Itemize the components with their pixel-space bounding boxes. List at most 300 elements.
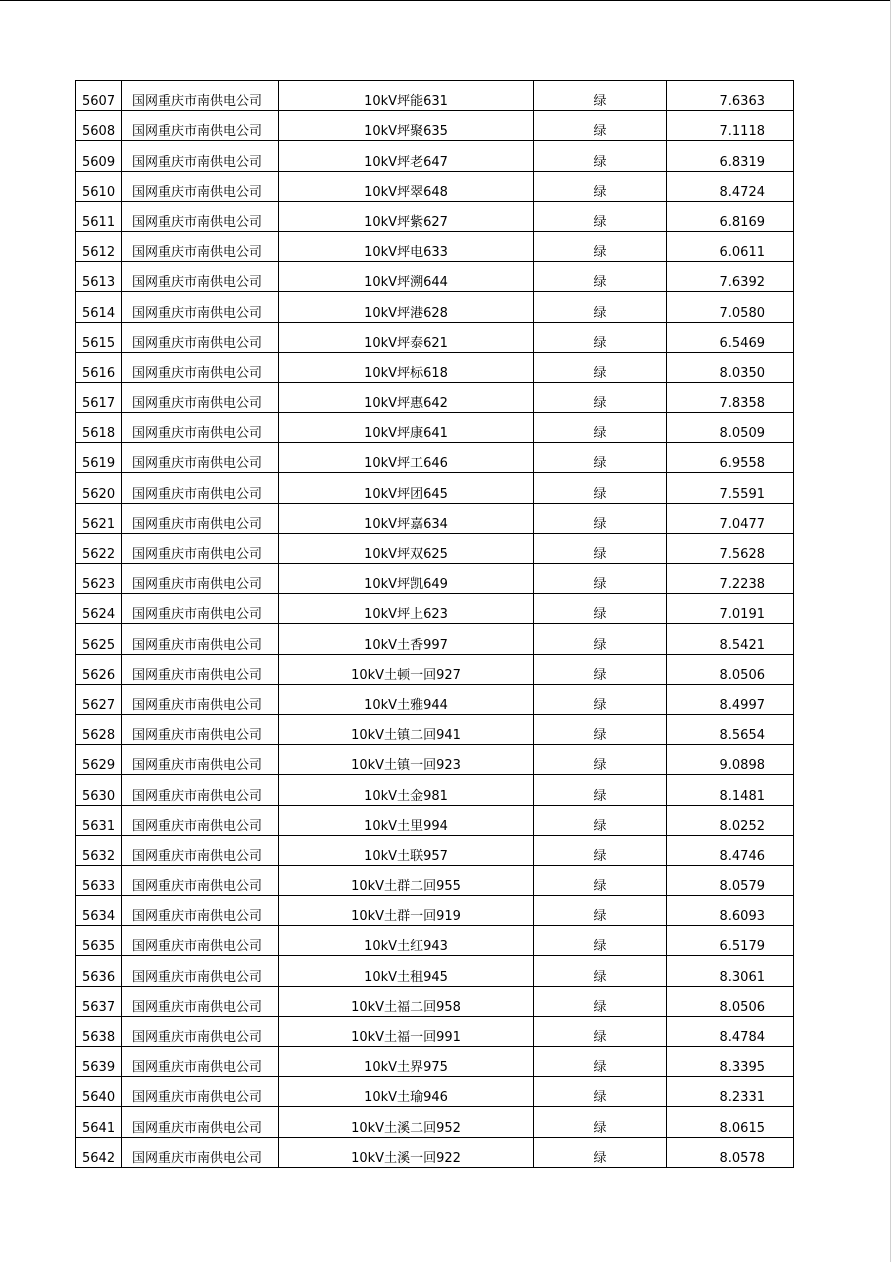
row-seq-text: 5607 <box>82 94 116 110</box>
row-value-text: 6.5469 <box>719 335 765 351</box>
row-value-cell <box>667 1016 794 1046</box>
row-line-cell <box>279 141 534 171</box>
row-company-cell <box>122 292 279 322</box>
row-company-text: 国网重庆市南供电公司 <box>132 1090 263 1106</box>
row-company-text: 国网重庆市南供电公司 <box>132 396 263 412</box>
row-value-cell <box>667 1077 794 1107</box>
row-status-text: 绿 <box>593 939 607 955</box>
row-seq-text: 5638 <box>82 1030 116 1045</box>
row-line-cell <box>279 1077 534 1107</box>
row-company-text: 国网重庆市南供电公司 <box>132 939 263 955</box>
row-company-text: 国网重庆市南供电公司 <box>132 667 263 683</box>
row-seq-cell <box>76 141 122 171</box>
row-status-text: 绿 <box>593 697 607 713</box>
row-seq-text: 5642 <box>82 1150 116 1166</box>
row-seq-text: 5640 <box>82 1090 116 1106</box>
row-line-text: 10kV坪嘉634 <box>364 516 448 532</box>
row-status-cell <box>534 745 667 775</box>
row-value-text: 8.4997 <box>719 697 765 713</box>
row-seq-cell <box>76 382 122 412</box>
row-company-text: 国网重庆市南供电公司 <box>132 879 263 895</box>
table-row <box>76 986 794 1016</box>
row-seq-text: 5636 <box>82 969 116 985</box>
row-company-cell <box>122 503 279 533</box>
row-status-text: 绿 <box>593 788 607 804</box>
row-status-cell <box>534 1107 667 1137</box>
row-line-cell <box>279 262 534 292</box>
row-seq-cell <box>76 926 122 956</box>
row-company-text: 国网重庆市南供电公司 <box>132 788 263 804</box>
row-status-cell <box>534 262 667 292</box>
row-company-text: 国网重庆市南供电公司 <box>132 1120 263 1136</box>
row-status-cell <box>534 322 667 352</box>
row-status-text: 绿 <box>593 637 607 653</box>
row-line-cell <box>279 111 534 141</box>
row-value-cell <box>667 262 794 292</box>
row-status-text: 绿 <box>593 1090 607 1106</box>
row-line-cell <box>279 81 534 111</box>
row-value-text: 8.4724 <box>719 184 765 200</box>
row-status-cell <box>534 684 667 714</box>
row-seq-cell <box>76 594 122 624</box>
row-status-cell <box>534 171 667 201</box>
row-value-text: 8.3061 <box>719 969 765 985</box>
row-company-cell <box>122 443 279 473</box>
row-status-text: 绿 <box>593 577 607 593</box>
row-seq-cell <box>76 262 122 292</box>
row-seq-text: 5626 <box>82 667 116 683</box>
row-company-cell <box>122 262 279 292</box>
row-seq-cell <box>76 835 122 865</box>
row-seq-text: 5641 <box>82 1120 116 1136</box>
row-seq-cell <box>76 624 122 654</box>
row-value-text: 8.1481 <box>719 788 765 804</box>
row-line-text: 10kV土福一回991 <box>351 1030 461 1045</box>
feeder-table-body <box>76 81 794 1168</box>
row-company-cell <box>122 352 279 382</box>
row-status-text: 绿 <box>593 1120 607 1136</box>
row-seq-cell <box>76 322 122 352</box>
row-seq-cell <box>76 1016 122 1046</box>
row-company-text: 国网重庆市南供电公司 <box>132 275 263 291</box>
row-value-cell <box>667 81 794 111</box>
row-seq-text: 5618 <box>82 426 116 442</box>
row-company-cell <box>122 956 279 986</box>
row-company-cell <box>122 745 279 775</box>
table-row <box>76 201 794 231</box>
row-line-text: 10kV土群一回919 <box>351 909 461 925</box>
row-company-cell <box>122 201 279 231</box>
row-line-text: 10kV土租945 <box>364 969 448 985</box>
row-seq-text: 5631 <box>82 818 116 834</box>
row-value-cell <box>667 986 794 1016</box>
row-company-cell <box>122 1077 279 1107</box>
row-line-text: 10kV土镇二回941 <box>351 728 461 744</box>
row-company-cell <box>122 594 279 624</box>
table-row <box>76 835 794 865</box>
row-line-cell <box>279 231 534 261</box>
row-seq-text: 5624 <box>82 607 116 623</box>
row-status-cell <box>534 1137 667 1167</box>
row-value-cell <box>667 926 794 956</box>
row-seq-text: 5632 <box>82 848 116 864</box>
row-line-cell <box>279 684 534 714</box>
row-seq-cell <box>76 231 122 261</box>
row-seq-text: 5615 <box>82 335 116 351</box>
row-value-cell <box>667 413 794 443</box>
row-company-cell <box>122 111 279 141</box>
row-value-text: 9.0898 <box>719 758 765 774</box>
row-status-text: 绿 <box>593 456 607 472</box>
row-seq-text: 5635 <box>82 939 116 955</box>
row-value-text: 7.5628 <box>719 547 765 562</box>
row-seq-cell <box>76 775 122 805</box>
table-row <box>76 956 794 986</box>
row-company-text: 国网重庆市南供电公司 <box>132 365 263 381</box>
row-value-text: 8.5654 <box>719 728 765 744</box>
row-company-cell <box>122 896 279 926</box>
row-company-text: 国网重庆市南供电公司 <box>132 637 263 653</box>
row-company-cell <box>122 564 279 594</box>
row-seq-cell <box>76 201 122 231</box>
row-seq-cell <box>76 1047 122 1077</box>
row-line-cell <box>279 896 534 926</box>
table-row <box>76 624 794 654</box>
row-line-text: 10kV土里994 <box>364 818 448 834</box>
row-value-cell <box>667 594 794 624</box>
row-line-cell <box>279 775 534 805</box>
row-seq-text: 5612 <box>82 245 116 261</box>
table-row <box>76 1137 794 1167</box>
row-value-cell <box>667 382 794 412</box>
row-status-text: 绿 <box>593 214 607 230</box>
page-top-border <box>0 0 890 1</box>
row-value-cell <box>667 352 794 382</box>
row-line-text: 10kV坪上623 <box>364 607 448 623</box>
row-status-text: 绿 <box>593 184 607 200</box>
table-row <box>76 1077 794 1107</box>
row-status-cell <box>534 473 667 503</box>
row-value-cell <box>667 231 794 261</box>
row-status-text: 绿 <box>593 154 607 170</box>
row-company-text: 国网重庆市南供电公司 <box>132 547 263 562</box>
row-company-text: 国网重庆市南供电公司 <box>132 848 263 864</box>
row-company-text: 国网重庆市南供电公司 <box>132 426 263 442</box>
row-company-cell <box>122 865 279 895</box>
table-row <box>76 171 794 201</box>
row-value-text: 8.5421 <box>719 637 765 653</box>
row-status-text: 绿 <box>593 879 607 895</box>
row-value-text: 7.2238 <box>719 577 765 593</box>
table-row <box>76 231 794 261</box>
table-row <box>76 594 794 624</box>
row-line-cell <box>279 201 534 231</box>
row-status-text: 绿 <box>593 305 607 321</box>
row-seq-text: 5637 <box>82 999 116 1015</box>
row-company-text: 国网重庆市南供电公司 <box>132 154 263 170</box>
row-status-cell <box>534 986 667 1016</box>
table-row <box>76 684 794 714</box>
row-company-cell <box>122 624 279 654</box>
row-company-text: 国网重庆市南供电公司 <box>132 1060 263 1076</box>
row-company-cell <box>122 141 279 171</box>
row-company-text: 国网重庆市南供电公司 <box>132 94 263 110</box>
row-seq-cell <box>76 1077 122 1107</box>
row-seq-text: 5625 <box>82 637 116 653</box>
table-row <box>76 533 794 563</box>
row-status-cell <box>534 141 667 171</box>
table-row <box>76 111 794 141</box>
row-seq-cell <box>76 564 122 594</box>
table-row <box>76 382 794 412</box>
row-company-cell <box>122 382 279 412</box>
row-status-text: 绿 <box>593 245 607 261</box>
page-right-edge <box>890 0 891 1262</box>
row-company-cell <box>122 714 279 744</box>
row-seq-cell <box>76 443 122 473</box>
row-seq-text: 5619 <box>82 456 116 472</box>
row-line-cell <box>279 956 534 986</box>
row-seq-cell <box>76 352 122 382</box>
table-row <box>76 322 794 352</box>
row-line-cell <box>279 533 534 563</box>
row-status-cell <box>534 201 667 231</box>
row-status-cell <box>534 1016 667 1046</box>
table-row <box>76 896 794 926</box>
row-value-text: 6.5179 <box>719 939 765 955</box>
row-value-text: 8.0350 <box>719 365 765 381</box>
row-value-cell <box>667 1137 794 1167</box>
row-status-text: 绿 <box>593 94 607 110</box>
row-line-text: 10kV坪工646 <box>364 456 448 472</box>
row-company-text: 国网重庆市南供电公司 <box>132 607 263 623</box>
row-line-text: 10kV土镇一回923 <box>351 758 461 774</box>
table-row <box>76 1047 794 1077</box>
row-line-cell <box>279 986 534 1016</box>
row-seq-text: 5639 <box>82 1060 116 1076</box>
row-value-cell <box>667 624 794 654</box>
row-line-text: 10kV坪电633 <box>364 245 448 261</box>
row-line-text: 10kV土顿一回927 <box>351 667 461 683</box>
row-line-text: 10kV土金981 <box>364 788 448 804</box>
row-company-cell <box>122 1107 279 1137</box>
row-line-text: 10kV坪能631 <box>364 94 448 110</box>
row-seq-cell <box>76 473 122 503</box>
row-value-text: 8.4746 <box>719 848 765 864</box>
row-company-text: 国网重庆市南供电公司 <box>132 577 263 593</box>
row-company-text: 国网重庆市南供电公司 <box>132 486 263 502</box>
row-seq-text: 5633 <box>82 879 116 895</box>
row-value-cell <box>667 111 794 141</box>
row-value-text: 8.0509 <box>719 426 765 442</box>
row-status-text: 绿 <box>593 728 607 744</box>
row-seq-cell <box>76 503 122 533</box>
row-line-text: 10kV土联957 <box>364 848 448 864</box>
row-status-cell <box>534 352 667 382</box>
row-status-cell <box>534 654 667 684</box>
row-line-text: 10kV土溪二回952 <box>351 1120 461 1136</box>
row-line-text: 10kV坪翠648 <box>364 184 448 200</box>
table-row <box>76 473 794 503</box>
row-status-text: 绿 <box>593 486 607 502</box>
table-row <box>76 1016 794 1046</box>
row-line-cell <box>279 322 534 352</box>
row-line-cell <box>279 1016 534 1046</box>
table-row <box>76 352 794 382</box>
row-status-cell <box>534 111 667 141</box>
row-value-cell <box>667 564 794 594</box>
row-value-cell <box>667 684 794 714</box>
row-line-text: 10kV土福二回958 <box>351 999 461 1015</box>
row-seq-cell <box>76 986 122 1016</box>
row-status-text: 绿 <box>593 1150 607 1166</box>
row-line-text: 10kV坪惠642 <box>364 396 448 412</box>
row-status-cell <box>534 896 667 926</box>
row-seq-cell <box>76 1137 122 1167</box>
row-seq-text: 5622 <box>82 547 116 562</box>
table-row <box>76 292 794 322</box>
row-status-text: 绿 <box>593 426 607 442</box>
row-company-text: 国网重庆市南供电公司 <box>132 909 263 925</box>
row-value-cell <box>667 201 794 231</box>
row-status-cell <box>534 503 667 533</box>
row-value-cell <box>667 1107 794 1137</box>
row-value-text: 7.1118 <box>719 124 765 140</box>
row-company-text: 国网重庆市南供电公司 <box>132 305 263 321</box>
row-company-text: 国网重庆市南供电公司 <box>132 124 263 140</box>
row-line-text: 10kV坪团645 <box>364 486 448 502</box>
row-line-cell <box>279 1047 534 1077</box>
table-row <box>76 654 794 684</box>
row-status-cell <box>534 1077 667 1107</box>
row-company-text: 国网重庆市南供电公司 <box>132 516 263 532</box>
row-status-text: 绿 <box>593 818 607 834</box>
row-company-text: 国网重庆市南供电公司 <box>132 728 263 744</box>
row-seq-cell <box>76 684 122 714</box>
row-seq-text: 5616 <box>82 365 116 381</box>
row-value-text: 6.0611 <box>719 245 765 261</box>
row-value-cell <box>667 141 794 171</box>
table-row <box>76 81 794 111</box>
row-seq-text: 5611 <box>82 214 116 230</box>
row-value-text: 6.8169 <box>719 214 765 230</box>
row-value-text: 7.0477 <box>719 516 765 532</box>
row-value-text: 8.4784 <box>719 1030 765 1045</box>
row-line-text: 10kV坪双625 <box>364 547 448 562</box>
row-status-cell <box>534 835 667 865</box>
row-value-cell <box>667 443 794 473</box>
row-company-text: 国网重庆市南供电公司 <box>132 1150 263 1166</box>
row-status-text: 绿 <box>593 516 607 532</box>
row-value-cell <box>667 322 794 352</box>
row-value-cell <box>667 1047 794 1077</box>
row-line-text: 10kV土红943 <box>364 939 448 955</box>
row-status-cell <box>534 865 667 895</box>
row-status-text: 绿 <box>593 1060 607 1076</box>
row-seq-cell <box>76 896 122 926</box>
row-line-cell <box>279 865 534 895</box>
row-line-cell <box>279 926 534 956</box>
row-status-cell <box>534 564 667 594</box>
row-company-text: 国网重庆市南供电公司 <box>132 999 263 1015</box>
row-value-text: 8.2331 <box>719 1090 765 1106</box>
row-status-cell <box>534 624 667 654</box>
row-status-cell <box>534 443 667 473</box>
row-status-cell <box>534 956 667 986</box>
row-seq-text: 5609 <box>82 154 116 170</box>
row-seq-cell <box>76 111 122 141</box>
row-value-cell <box>667 745 794 775</box>
table-row <box>76 745 794 775</box>
row-status-text: 绿 <box>593 275 607 291</box>
row-line-text: 10kV坪泰621 <box>364 335 448 351</box>
row-seq-text: 5608 <box>82 124 116 140</box>
row-line-cell <box>279 503 534 533</box>
table-row <box>76 503 794 533</box>
row-status-cell <box>534 413 667 443</box>
row-line-cell <box>279 654 534 684</box>
row-value-text: 7.5591 <box>719 486 765 502</box>
row-seq-cell <box>76 956 122 986</box>
row-seq-cell <box>76 81 122 111</box>
table-row <box>76 262 794 292</box>
row-seq-cell <box>76 1107 122 1137</box>
row-company-cell <box>122 413 279 443</box>
row-status-text: 绿 <box>593 969 607 985</box>
row-line-cell <box>279 352 534 382</box>
row-value-text: 7.6392 <box>719 275 765 291</box>
row-line-cell <box>279 473 534 503</box>
row-company-cell <box>122 231 279 261</box>
row-seq-text: 5630 <box>82 788 116 804</box>
row-value-cell <box>667 533 794 563</box>
row-line-text: 10kV土香997 <box>364 637 448 653</box>
row-company-cell <box>122 473 279 503</box>
row-company-cell <box>122 805 279 835</box>
row-line-text: 10kV土溪一回922 <box>351 1150 461 1166</box>
row-status-text: 绿 <box>593 909 607 925</box>
row-seq-text: 5614 <box>82 305 116 321</box>
row-seq-text: 5617 <box>82 396 116 412</box>
row-company-text: 国网重庆市南供电公司 <box>132 818 263 834</box>
row-company-text: 国网重庆市南供电公司 <box>132 214 263 230</box>
row-value-text: 6.8319 <box>719 154 765 170</box>
row-seq-text: 5628 <box>82 728 116 744</box>
row-value-text: 6.9558 <box>719 456 765 472</box>
row-line-cell <box>279 835 534 865</box>
row-line-cell <box>279 171 534 201</box>
row-line-cell <box>279 413 534 443</box>
row-value-cell <box>667 835 794 865</box>
row-value-text: 8.0506 <box>719 999 765 1015</box>
row-value-cell <box>667 654 794 684</box>
row-value-text: 8.0252 <box>719 818 765 834</box>
row-value-text: 8.3395 <box>719 1060 765 1076</box>
row-company-cell <box>122 654 279 684</box>
row-company-cell <box>122 81 279 111</box>
row-status-cell <box>534 533 667 563</box>
row-company-cell <box>122 322 279 352</box>
row-status-cell <box>534 714 667 744</box>
row-value-text: 7.0191 <box>719 607 765 623</box>
row-company-cell <box>122 926 279 956</box>
feeder-table <box>75 80 794 1168</box>
row-value-cell <box>667 714 794 744</box>
table-row <box>76 714 794 744</box>
row-seq-cell <box>76 171 122 201</box>
row-seq-text: 5623 <box>82 577 116 593</box>
row-status-text: 绿 <box>593 1030 607 1045</box>
